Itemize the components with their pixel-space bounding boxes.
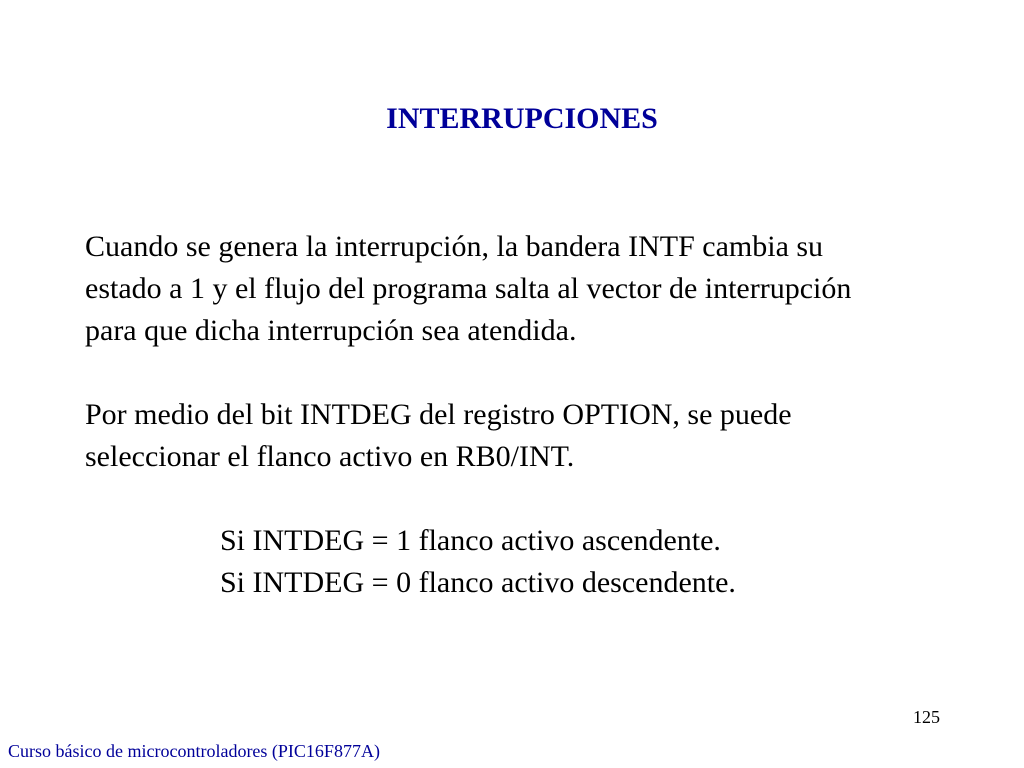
page-number: 125 <box>913 707 940 727</box>
slide-title: INTERRUPCIONES <box>386 102 658 135</box>
text-line: Cuando se genera la interrupción, la bandera INTF cambia su <box>85 230 824 263</box>
text-line: estado a 1 y el flujo del programa salta al vector de interrupción <box>85 272 852 305</box>
paragraph-spacer <box>85 478 985 520</box>
paragraph-spacer <box>85 352 985 394</box>
text-line: seleccionar el flanco activo en RB0/INT. <box>85 440 575 473</box>
footer-course-title: Curso básico de microcontroladores (PIC16F877A) <box>8 741 380 761</box>
option-rising-edge: Si INTDEG = 1 flanco activo ascendente. <box>220 524 721 557</box>
text-line: Por medio del bit INTDEG del registro OPTION, se puede <box>85 398 792 431</box>
option-falling-edge: Si INTDEG = 0 flanco activo descendente. <box>220 566 736 599</box>
intdeg-options <box>85 520 985 604</box>
text-line: para que dicha interrupción sea atendida. <box>85 314 577 347</box>
slide-body <box>85 226 985 604</box>
paragraph-intdeg <box>85 394 985 478</box>
paragraph-interrupt-flag <box>85 226 985 352</box>
